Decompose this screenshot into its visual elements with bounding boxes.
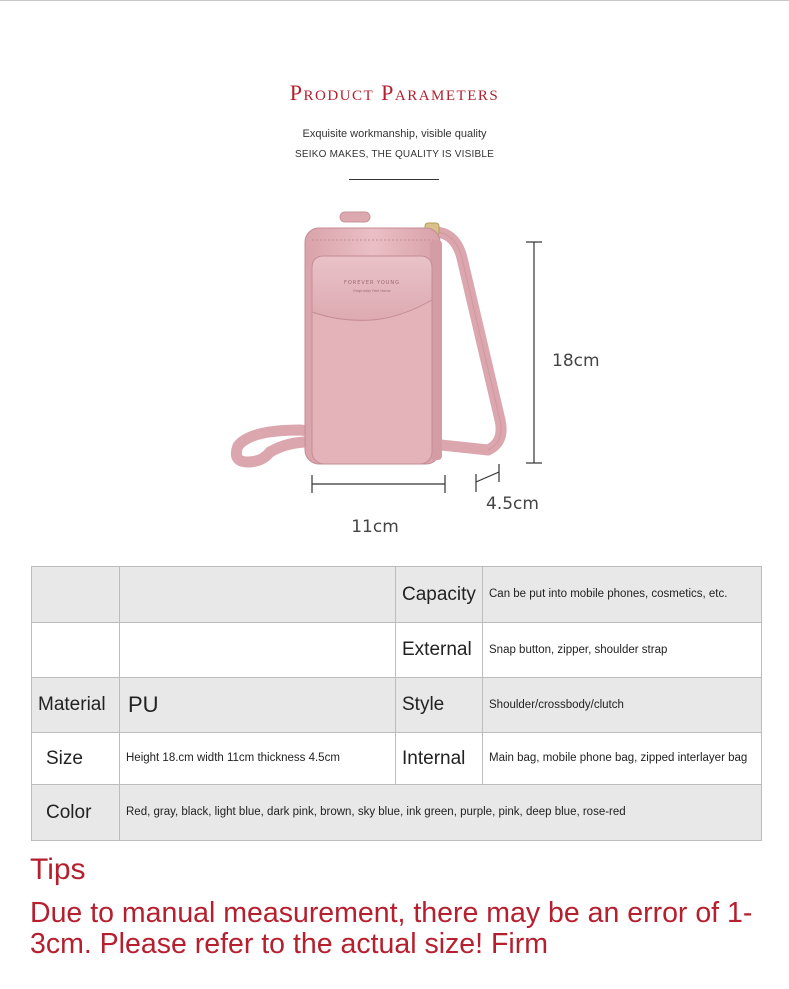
page-title: Product Parameters (289, 80, 500, 105)
width-label: 11cm (351, 517, 399, 537)
thickness-dimension (476, 464, 539, 514)
subtitle-seiko: SEIKO MAKES, THE QUALITY IS VISIBLE (295, 149, 494, 160)
table-row (32, 785, 762, 841)
empty-cell (32, 623, 120, 678)
capacity-value: Can be put into mobile phones, cosmetics, etc. (483, 567, 762, 623)
table-row (32, 567, 762, 623)
tips-text: Due to manual measurement, there may be an error of 1-3cm. Please refer to the actual size! Firm (30, 897, 753, 960)
thickness-label: 4.5cm (486, 494, 539, 514)
size-label: Size (32, 733, 120, 785)
table-row (32, 678, 762, 733)
brand-text: FOREVER YOUNG (343, 280, 401, 286)
external-label: External (396, 623, 483, 678)
table-row (32, 733, 762, 785)
empty-cell (120, 567, 396, 623)
brand-subtext: Originality Feel Honor (352, 289, 392, 293)
capacity-label: Capacity (396, 567, 483, 623)
size-value: Height 18.cm width 11cm thickness 4.5cm (120, 733, 396, 785)
style-label: Style (396, 678, 483, 733)
empty-cell (32, 567, 120, 623)
tips-heading: Tips (30, 853, 86, 886)
width-dimension (312, 475, 445, 537)
spec-table (31, 566, 762, 841)
material-value: PU (120, 678, 396, 733)
color-value: Red, gray, black, light blue, dark pink, brown, sky blue, ink green, purple, pink, deep blue, rose-red (120, 785, 762, 841)
material-label: Material (32, 678, 120, 733)
internal-value: Main bag, mobile phone bag, zipped interlayer bag (483, 733, 762, 785)
subtitle-quality: Exquisite workmanship, visible quality (302, 128, 487, 140)
color-label: Color (32, 785, 120, 841)
table-row (32, 623, 762, 678)
internal-label: Internal (396, 733, 483, 785)
height-label: 18cm (552, 351, 600, 371)
external-value: Snap button, zipper, shoulder strap (483, 623, 762, 678)
empty-cell (120, 623, 396, 678)
style-value: Shoulder/crossbody/clutch (483, 678, 762, 733)
height-dimension (526, 242, 600, 463)
